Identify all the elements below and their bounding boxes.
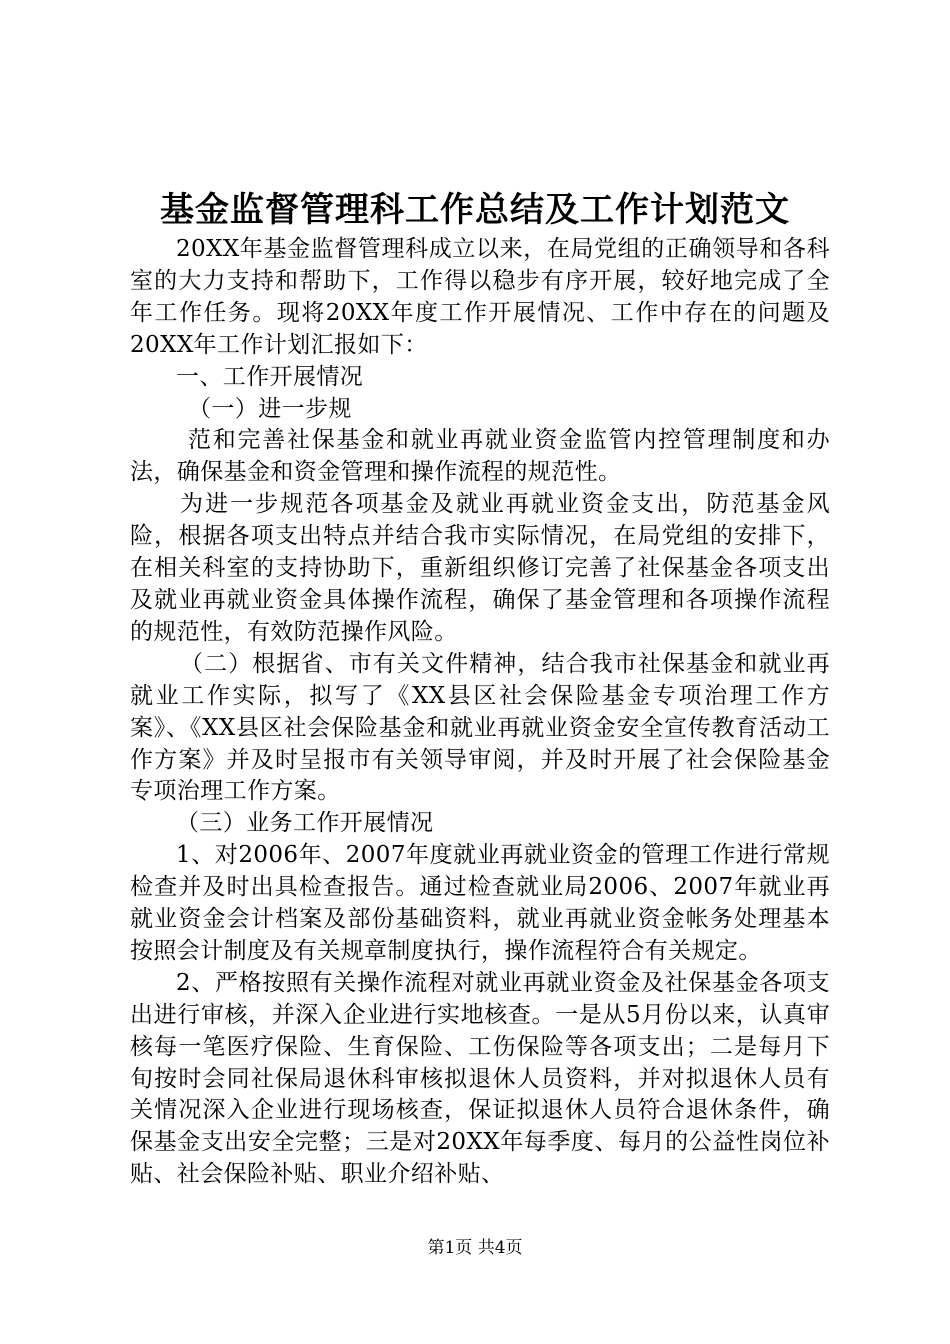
subsection-heading-1: （一）进一步规 <box>188 395 352 422</box>
item-1-paragraph: 1、对2006年、2007年度就业再就业资金的管理工作进行常规检查并及时出具检查报告。通过检查就业局2006、2007年就业再就业资金会计档案及部份基础资料，就业再就业资金帐务处理基本按照会计制度及有关规章制度执行，操作流程符合有关规定。 <box>130 842 830 964</box>
subsection-heading-3: （三）业务工作开展情况 <box>176 810 434 837</box>
item-2-paragraph: 2、严格按照有关操作流程对就业再就业资金及社保基金各项支出进行审核，并深入企业进行实地核查。一是从5月份以来，认真审核每一笔医疗保险、生育保险、工伤保险等各项支出；二是每月下旬按时会同社保局退休科审核拟退休人员资料，并对拟退休人员有关情况深入企业进行现场核查，保证拟退休人员符合退休条件，确保基金支出安全完整；三是对20XX年每季度、每月的公益性岗位补贴、社会保险补贴、职业介绍补贴、 <box>130 969 830 1188</box>
subsection-2-paragraph: （二）根据省、市有关文件精神，结合我市社保基金和就业再就业工作实际，拟写了《XX县区社会保险基金专项治理工作方案》、《XX县区社会保险基金和就业再就业资金安全宣传教育活动工作方案》并及时呈报市有关领导审阅，并及时开展了社会保险基金专项治理工作方案。 <box>130 650 830 805</box>
subsection-1-paragraph: 范和完善社保基金和就业再就业资金监管内控管理制度和办法，确保基金和资金管理和操作流程的规范性。 <box>130 427 830 486</box>
page-number: 第1页 共4页 <box>427 1238 523 1258</box>
intro-paragraph: 20XX年基金监督管理科成立以来，在局党组的正确领导和各科室的大力支持和帮助下，工作得以稳步有序开展，较好地完成了全年工作任务。现将20XX年度工作开展情况、工作中存在的问题及20XX年工作计划汇报如下： <box>130 236 830 358</box>
document-body <box>130 234 830 1191</box>
body-paragraph: 为进一步规范各项基金及就业再就业资金支出，防范基金风险，根据各项支出特点并结合我市实际情况，在局党组的安排下，在相关科室的支持协助下，重新组织修订完善了社保基金各项支出及就业再就业资金具体操作流程，确保了基金管理和各项操作流程的规范性，有效防范操作风险。 <box>130 491 830 645</box>
section-heading-1: 一、工作开展情况 <box>176 363 364 390</box>
document-title: 基金监督管理科工作总结及工作计划范文 <box>160 190 790 230</box>
